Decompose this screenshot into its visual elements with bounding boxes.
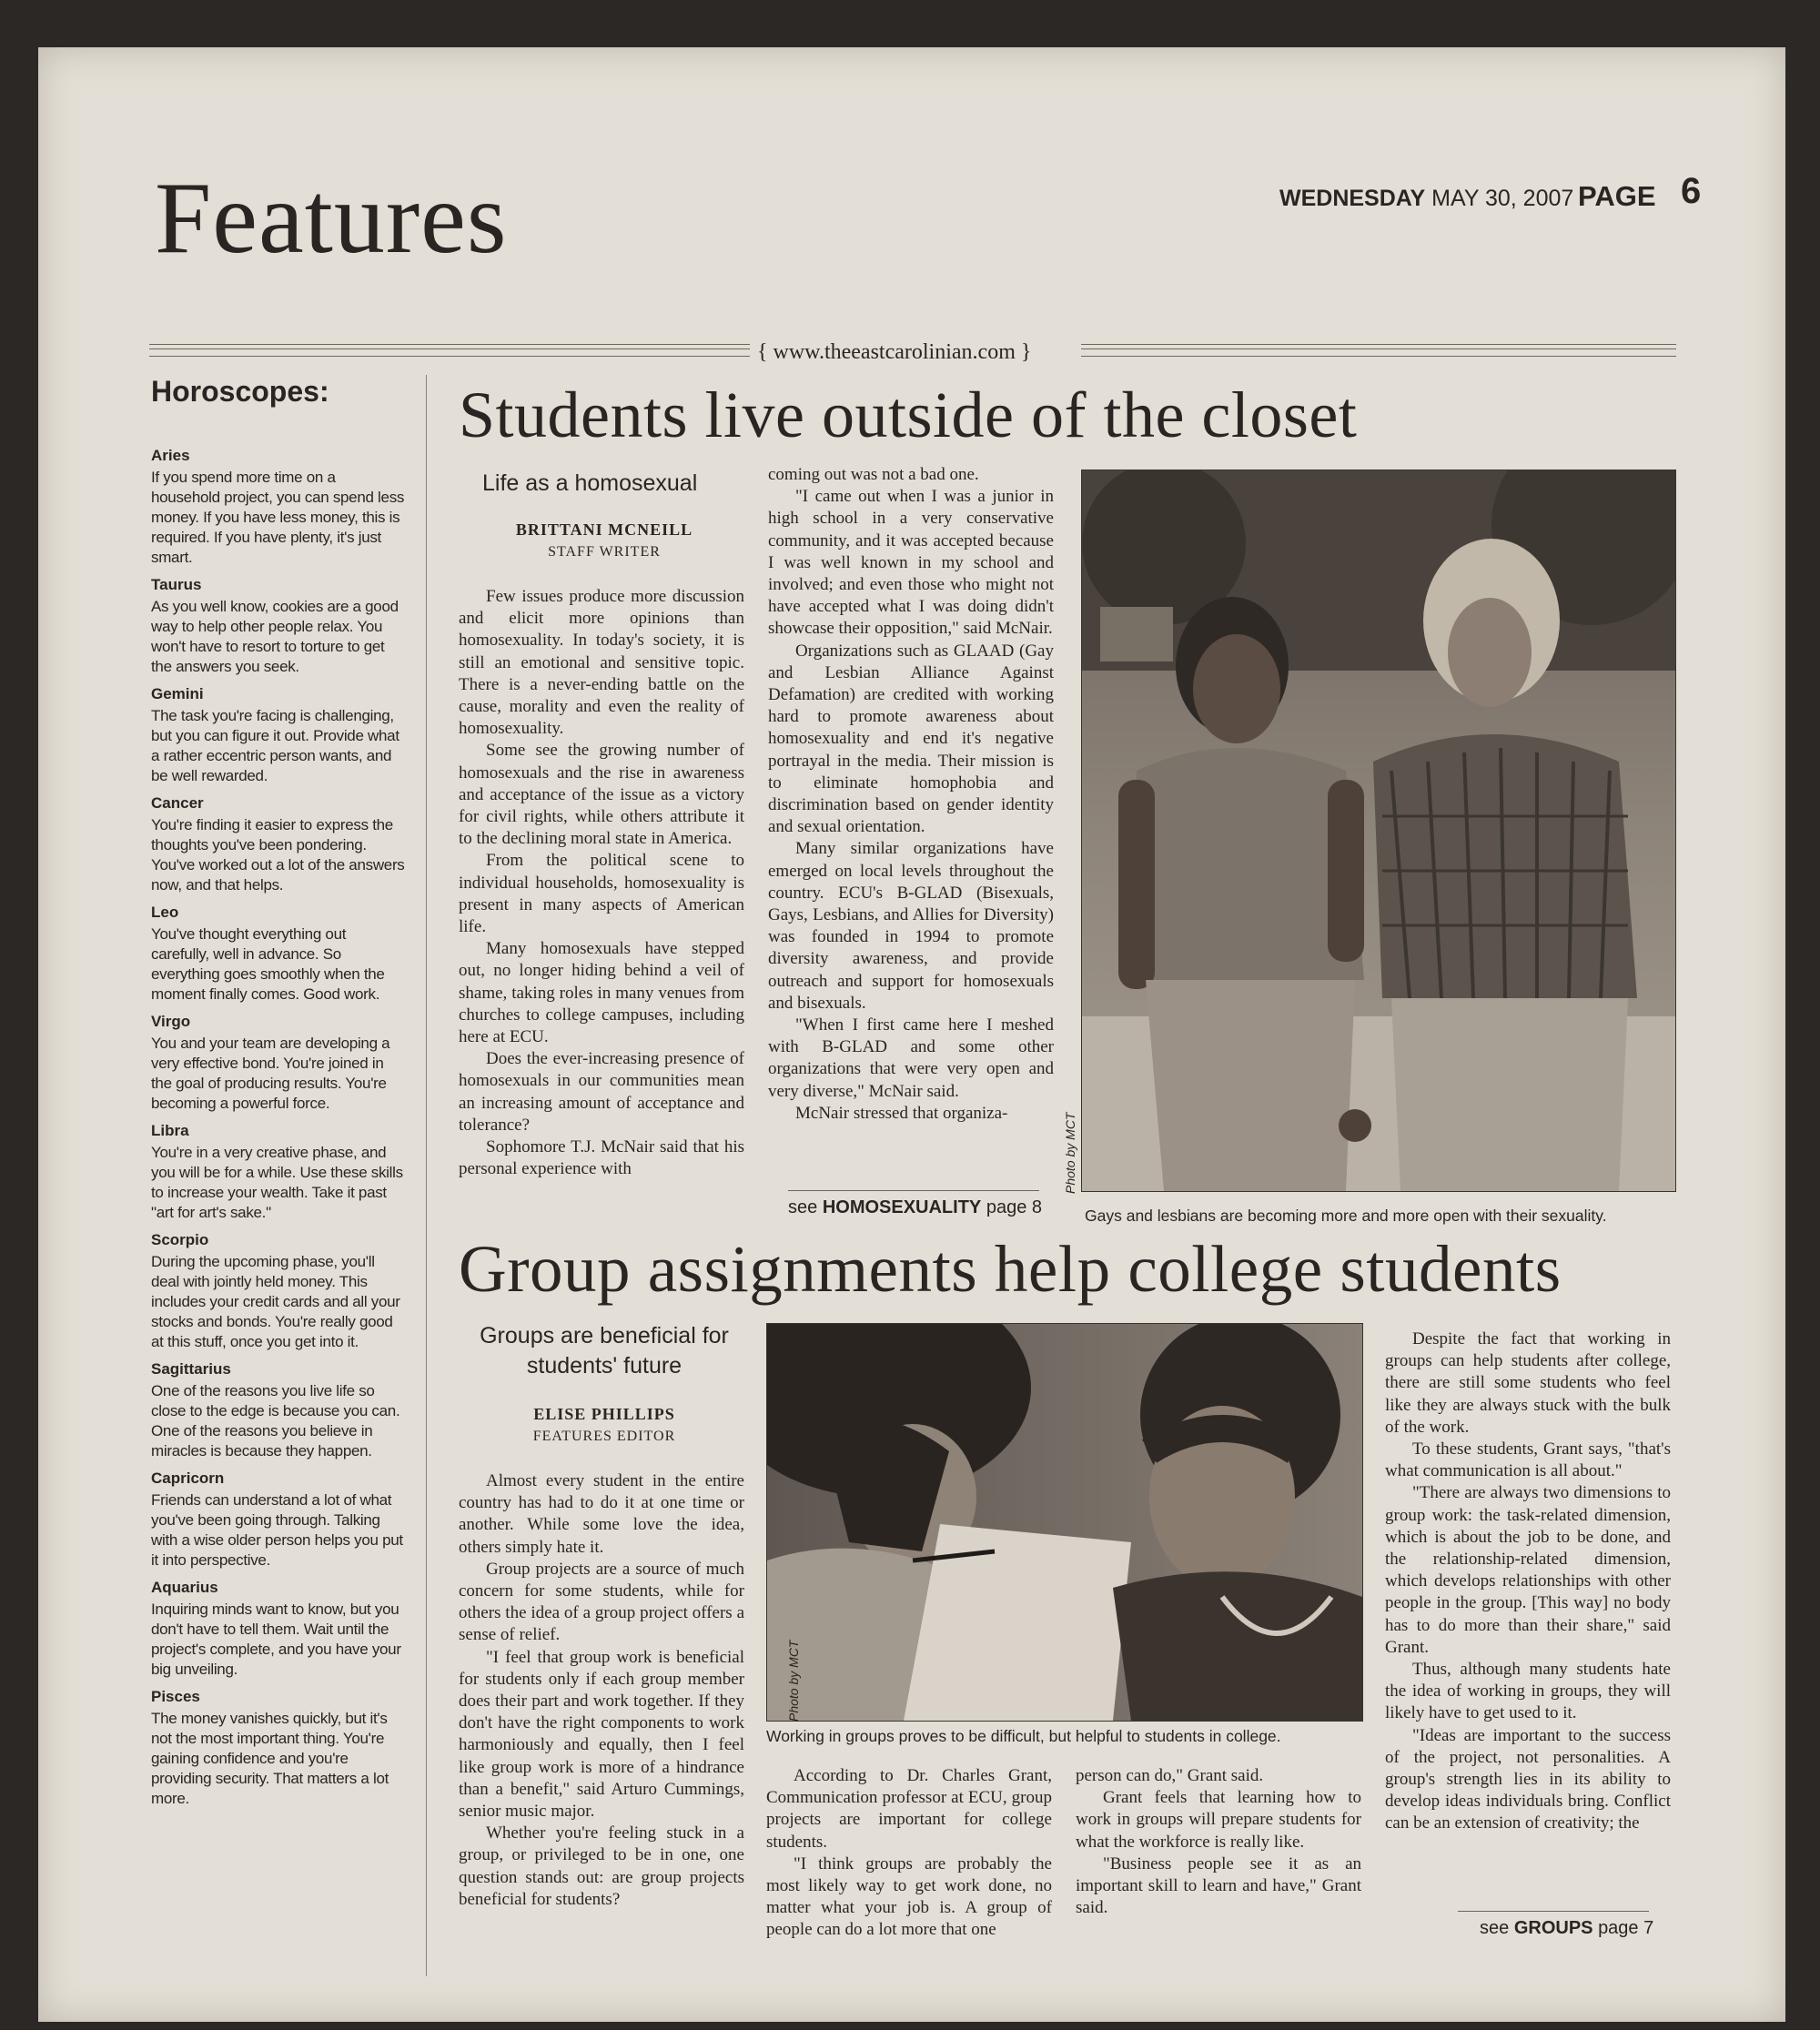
article2-photo-credit: Photo by MCT bbox=[786, 1640, 801, 1722]
jump-page: page 7 bbox=[1598, 1918, 1654, 1938]
dateline-date: MAY 30, 2007 bbox=[1431, 186, 1574, 211]
paragraph: Few issues produce more discussion and elicit more opinions than homosexuality. In today's society, it is still an emotional and sensitive topic. There is a never-ending battle on the cause, morality and even the reality of homosexuality. bbox=[459, 587, 744, 739]
article2-deck bbox=[459, 1323, 750, 1379]
horoscope-virgo bbox=[151, 1010, 406, 1114]
article1-byline: BRITTANI MCNEILL bbox=[515, 520, 693, 539]
paragraph: From the political scene to individual households, homosexuality is present in many aspects of American life. bbox=[459, 851, 744, 937]
jump-see: see bbox=[1480, 1918, 1510, 1938]
horoscope-gemini bbox=[151, 682, 406, 786]
sign-name: Scorpio bbox=[151, 1231, 209, 1248]
horoscopes-heading: Horoscopes: bbox=[151, 375, 329, 408]
sign-name: Leo bbox=[151, 904, 179, 921]
article1-column-1 bbox=[459, 586, 744, 1180]
jump-keyword: HOMOSEXUALITY bbox=[822, 1197, 982, 1217]
article2-deck-line2: students' future bbox=[526, 1353, 682, 1379]
paragraph: "There are always two dimensions to group work: the task-related dimension, which is about the job to be done, and the relationship-related dimension, which develops relationships with other people in the group. [This way] no body has to do more than their share," said Grant. bbox=[1385, 1483, 1671, 1657]
sign-text: You've thought everything out carefully, well in advance. So everything goes smoothly when the moment finally comes. Good work. bbox=[151, 925, 385, 1003]
newspaper-page bbox=[38, 47, 1785, 2022]
paragraph: Some see the growing number of homosexuals and the rise in awareness and acceptance of the issue as a victory for civil rights, while others attribute it to the declining moral state in America. bbox=[459, 741, 744, 849]
sign-text: The task you're facing is challenging, but you can figure it out. Provide what a rather eccentric person wants, and be well rewarded. bbox=[151, 707, 399, 784]
dateline-day: WEDNESDAY bbox=[1279, 186, 1426, 211]
article1-photo bbox=[1081, 470, 1676, 1192]
paragraph: Almost every student in the entire country has had to do it at one time or another. While some love the idea, others simply hate it. bbox=[459, 1471, 744, 1557]
paragraph: "Ideas are important to the success of the project, not personalities. A group's strength lies in its ability to develop ideas individuals bring. Conflict can be an extension of creativity; the bbox=[1385, 1725, 1671, 1833]
article1-column-2 bbox=[768, 464, 1054, 1125]
sign-text: The money vanishes quickly, but it's not the most important thing. You're gaining confidence and you're providing security. That matters a lot more. bbox=[151, 1710, 389, 1807]
jump-rule bbox=[1458, 1911, 1649, 1912]
sign-text: Inquiring minds want to know, but you don't have to tell them. Wait until the project's complete, and you have your big unveiling. bbox=[151, 1601, 401, 1678]
paragraph: Organizations such as GLAAD (Gay and Lesbian Alliance Against Defamation) are credited with working hard to promote awareness about homosexuality and end it's negative portrayal in the media. Their mission is to eliminate homophobia and discrimination based on gender identity and sexual orientation. bbox=[768, 641, 1054, 837]
section-title: Features bbox=[155, 162, 508, 275]
article2-deck-line1: Groups are beneficial for bbox=[480, 1323, 729, 1348]
article2-byline-title: FEATURES EDITOR bbox=[532, 1429, 676, 1444]
article1-photo-caption: Gays and lesbians are becoming more and more open with their sexuality. bbox=[1085, 1207, 1607, 1225]
horoscope-capricorn bbox=[151, 1467, 406, 1570]
paragraph: Grant feels that learning how to work in groups will prepare students for what the workforce is really like. bbox=[1076, 1788, 1361, 1852]
sign-name: Pisces bbox=[151, 1688, 200, 1705]
article1-byline-title: STAFF WRITER bbox=[548, 544, 661, 560]
sign-name: Gemini bbox=[151, 685, 204, 702]
article2-jump[interactable] bbox=[1480, 1918, 1653, 1939]
sign-text: Friends can understand a lot of what you've been going through. Talking with a wise older person helps you put it into perspective. bbox=[151, 1491, 403, 1569]
article1-headline: Students live outside of the closet bbox=[459, 379, 1358, 451]
article2-column-4 bbox=[1385, 1328, 1671, 1835]
article1-jump[interactable] bbox=[788, 1197, 1042, 1218]
horoscope-leo bbox=[151, 901, 406, 1005]
masthead-rule-left bbox=[149, 344, 750, 357]
paragraph: McNair stressed that organiza- bbox=[795, 1103, 1008, 1123]
horoscope-aries bbox=[151, 444, 406, 568]
sign-text: If you spend more time on a household project, you can spend less money. If you have less money, this is required. If you have plenty, it's just smart. bbox=[151, 469, 405, 566]
paragraph: coming out was not a bad one. bbox=[768, 465, 979, 484]
paragraph: "I think groups are probably the most likely way to get work done, no matter what your job is. A group of people can do a lot more that one bbox=[766, 1853, 1052, 1940]
sign-name: Aquarius bbox=[151, 1579, 218, 1596]
article2-headline: Group assignments help college students bbox=[459, 1232, 1562, 1306]
horoscope-taurus bbox=[151, 573, 406, 677]
sign-text: One of the reasons you live life so close to the edge is because you can. One of the reasons you believe in miracles is because they happen. bbox=[151, 1382, 400, 1459]
paragraph: Despite the fact that working in groups can help students after college, there are still some students who feel like they are always stuck with the bulk of the work. bbox=[1385, 1329, 1671, 1437]
dateline bbox=[1279, 186, 1573, 212]
sign-text: During the upcoming phase, you'll deal with jointly held money. This includes your credit cards and all your stocks and bonds. You're really good at this stuff, once you get into it. bbox=[151, 1253, 400, 1350]
paragraph: "When I first came here I meshed with B-GLAD and some other organizations that were very open and very diverse," McNair said. bbox=[768, 1015, 1054, 1101]
two-students-walking-image bbox=[1082, 470, 1675, 1191]
horoscope-pisces bbox=[151, 1685, 406, 1809]
sign-name: Libra bbox=[151, 1122, 189, 1139]
students-working-together-image bbox=[767, 1324, 1362, 1721]
sign-name: Taurus bbox=[151, 576, 202, 593]
sign-name: Cancer bbox=[151, 794, 204, 812]
paragraph: Many similar organizations have emerged on local levels throughout the country. ECU's B-GLAD (Bisexuals, Gays, Lesbians, and Allies for Diversity) was founded in 1994 to promote diversity awareness, and provide outreach and support for homosexuals and bisexuals. bbox=[768, 839, 1054, 1013]
masthead-rule-right bbox=[1081, 344, 1676, 357]
sign-text: You're finding it easier to express the thoughts you've been pondering. You've worked out a lot of the answers now, and that helps. bbox=[151, 816, 405, 894]
paragraph: "I came out when I was a junior in high school in a very conservative community, and it was accepted because I was well known in my school and involved; and even those who might not have accepted what I was doing didn't showcase their opposition," said McNair. bbox=[768, 487, 1054, 639]
article1-photo-credit: Photo by MCT bbox=[1063, 1112, 1077, 1194]
sign-text: You and your team are developing a very effective bond. You're joined in the goal of producing results. You're becoming a powerful force. bbox=[151, 1035, 390, 1112]
sign-name: Virgo bbox=[151, 1013, 191, 1030]
horoscope-sagittarius bbox=[151, 1358, 406, 1461]
horoscopes-list bbox=[151, 439, 406, 1809]
horoscope-libra bbox=[151, 1119, 406, 1223]
paragraph: Does the ever-increasing presence of homosexuals in our communities mean an increasing amount of acceptance and tolerance? bbox=[459, 1049, 744, 1135]
paragraph: Thus, although many students hate the idea of working in groups, they will likely have to get used to it. bbox=[1385, 1660, 1671, 1723]
jump-keyword: GROUPS bbox=[1513, 1918, 1593, 1938]
paragraph: Group projects are a source of much concern for some students, while for others the idea of a group project offers a sense of relief. bbox=[459, 1559, 744, 1645]
jump-see: see bbox=[788, 1197, 818, 1217]
sign-text: You're in a very creative phase, and you will be for a while. Use these skills to increase your wealth. Take it past "art for art's sake." bbox=[151, 1144, 403, 1221]
article1-deck: Life as a homosexual bbox=[482, 470, 698, 496]
paragraph: Sophomore T.J. McNair said that his personal experience with bbox=[459, 1137, 744, 1179]
jump-rule bbox=[788, 1190, 1039, 1191]
sign-name: Sagittarius bbox=[151, 1360, 231, 1378]
horoscope-scorpio bbox=[151, 1228, 406, 1352]
article2-column-1 bbox=[459, 1470, 744, 1911]
article2-column-2 bbox=[766, 1765, 1052, 1942]
jump-page: page 8 bbox=[986, 1197, 1042, 1217]
page-number: 6 bbox=[1681, 171, 1702, 211]
paragraph: "I feel that group work is beneficial for students only if each group member does their part and work together. If they don't have the right components to work harmoniously and equally, then I feel like group work is more of a hindrance than a benefit," said Arturo Cummings, senior music major. bbox=[459, 1647, 744, 1822]
paragraph: person can do," Grant said. bbox=[1076, 1766, 1264, 1785]
page-label: PAGE bbox=[1578, 180, 1656, 212]
article2-photo bbox=[766, 1323, 1363, 1722]
paragraph: Whether you're feeling stuck in a group, or privileged to be in one, one question stands out: are group projects beneficial for students? bbox=[459, 1823, 744, 1909]
horoscope-cancer bbox=[151, 792, 406, 895]
paragraph: According to Dr. Charles Grant, Communication professor at ECU, group projects are important for college students. bbox=[766, 1766, 1052, 1852]
article2-photo-caption: Working in groups proves to be difficult, but helpful to students in college. bbox=[766, 1727, 1281, 1745]
paragraph: Many homosexuals have stepped out, no longer hiding behind a veil of shame, taking roles in many venues from churches to college campuses, including here at ECU. bbox=[459, 939, 744, 1047]
sign-name: Capricorn bbox=[151, 1469, 225, 1487]
article2-column-3 bbox=[1076, 1765, 1361, 1919]
horoscope-aquarius bbox=[151, 1576, 406, 1680]
paragraph: "Business people see it as an important skill to learn and have," Grant said. bbox=[1076, 1853, 1361, 1918]
column-divider bbox=[426, 375, 427, 1976]
sign-name: Aries bbox=[151, 447, 190, 464]
sign-text: As you well know, cookies are a good way to help other people relax. You won't have to resort to torture to get the answers you seek. bbox=[151, 598, 399, 675]
paragraph: To these students, Grant says, "that's what communication is all about." bbox=[1385, 1439, 1671, 1481]
article2-byline: ELISE PHILLIPS bbox=[533, 1405, 675, 1423]
website-url: { www.theeastcarolinian.com } bbox=[757, 340, 1032, 364]
